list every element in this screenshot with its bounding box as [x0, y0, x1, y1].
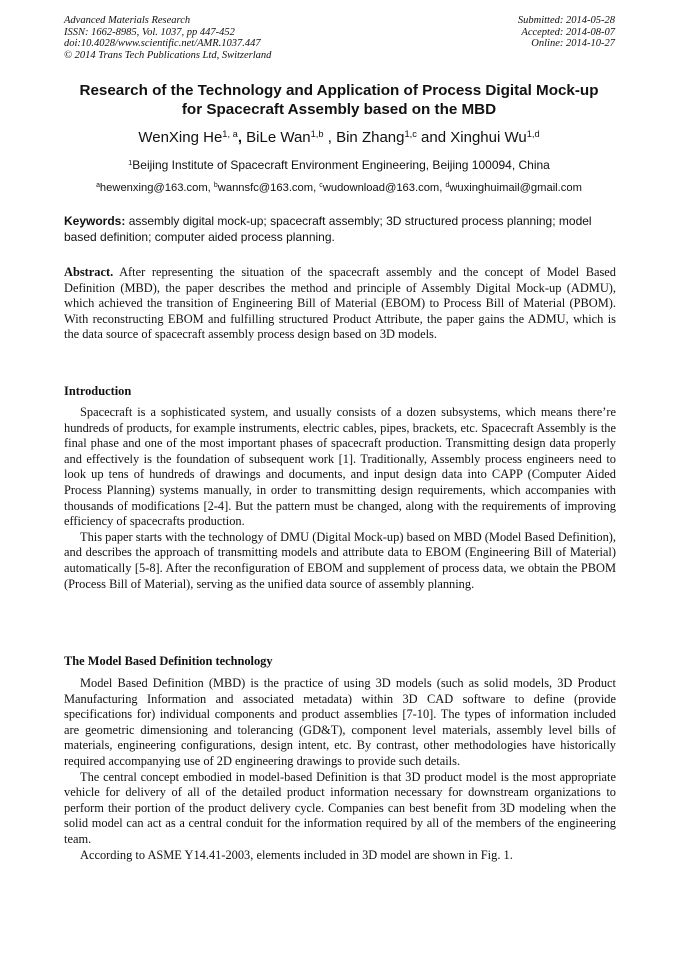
author-name: WenXing He	[138, 129, 223, 146]
journal-name: Advanced Materials Research	[64, 15, 191, 26]
paragraph: Spacecraft is a sophisticated system, and usually consists of a dozen subsystems, which means there’re hundreds of products, for example instruments, electric cables, pipes, brackets, etc. Spacecraft Assembly is the final phase and one of the most important phases of spacecraft production. Transmitting design data properly and effectively is the foundation of subsequent work [1]. Traditionally, Assembly process engineers need to look up tens of hundreds of drawings and documents, and input design data into CAPP (Computer Aided Process Planning) systems manually, in order to transmitting design requirements, which accompanies with thousands of modifications [2-4]. But the pattern must be changed, along with the requirements of improving efficiency of spacecrafts production.	[64, 405, 616, 529]
online-date: Online: 2014-10-27	[531, 38, 615, 50]
author-affil-mark: 1,d	[526, 128, 540, 139]
email-mark: b	[213, 182, 218, 190]
author-affil-mark: 1, a	[222, 128, 238, 139]
email-address: wannsfc@163.com,	[217, 182, 317, 194]
email-address: wuxinghuimail@gmail.com	[449, 182, 582, 194]
email-address: wudownload@163.com,	[322, 182, 443, 194]
affiliation	[40, 158, 638, 173]
paragraph: According to ASME Y14.41-2003, elements included in 3D model are shown in Fig. 1.	[80, 847, 513, 862]
affiliation-text: Beijing Institute of Spacecraft Environment Engineering, Beijing 100094, China	[132, 158, 550, 172]
paragraph: This paper starts with the technology of DMU (Digital Mock-up) based on MBD (Model Based Definition), and describes the approach of transmitting models and attribute data to EBOM (Engineering Bill of Material) automatically [5-8]. After the reconfiguration of EBOM and supplement of process data, we obtain the PBOM (Process Bill of Material), serving as the unified data source of assembly planning.	[64, 529, 616, 591]
author-separator: ,	[237, 129, 242, 146]
author-name: BiLe Wan	[246, 129, 311, 146]
journal-issn: ISSN: 1662-8985, Vol. 1037, pp 447-452	[64, 26, 235, 38]
abstract-text: After representing the situation of the spacecraft assembly and the concept of Model Based Definition (MBD), the paper describes the method and principle of Assembly Digital Mock-up (ADMU), which achieved the transition of Engineering Bill of Material (EBOM) to Process Bill of Material (PBOM). With reconstructing EBOM and fulfilling structured Product Attribute, the paper gains the ADMU, which is the data source of spacecraft assembly process design based on 3D models.	[64, 265, 616, 342]
submission-dates	[518, 15, 615, 50]
affiliation-mark: 1	[128, 157, 133, 167]
email-address: hewenxing@163.com,	[99, 182, 211, 194]
author-name: Bin Zhang	[336, 129, 405, 146]
author-list	[40, 129, 638, 147]
section-mbd	[64, 676, 616, 863]
email-mark: c	[319, 182, 323, 190]
keywords-label: Keywords:	[64, 214, 126, 228]
author-affil-mark: 1,c	[404, 128, 417, 139]
section-heading-introduction: Introduction	[64, 384, 132, 398]
author-name: Xinghui Wu	[450, 129, 527, 146]
keywords	[64, 214, 616, 245]
abstract-label: Abstract.	[64, 265, 114, 279]
email-mark: a	[96, 182, 100, 190]
keywords-text: assembly digital mock-up; spacecraft assembly; 3D structured process planning; model based definition; computer aided process planning.	[64, 214, 592, 244]
abstract	[64, 265, 616, 343]
paragraph: The central concept embodied in model-based Definition is that 3D product model is the most appropriate vehicle for delivery of all of the detailed product information necessary for downstream organizations to perform their portion of the product delivery cycle. Companies can best benefit from 3D modeling when the solid model can act as a central conduit for the information required by all of the members of the engineering team.	[64, 769, 616, 846]
paper-title	[40, 81, 638, 119]
title-line-2: for Spacecraft Assembly based on the MBD	[181, 101, 497, 118]
title-line-1: Research of the Technology and Application of Process Digital Mock-up	[79, 82, 599, 99]
author-separator: ,	[323, 129, 332, 146]
author-emails	[40, 181, 638, 195]
journal-doi: doi:10.4028/www.scientific.net/AMR.1037.447	[64, 38, 261, 50]
journal-info	[64, 15, 271, 61]
author-separator: and	[416, 129, 447, 146]
submitted-date: Submitted: 2014-05-28	[517, 15, 615, 26]
paragraph: Model Based Definition (MBD) is the practice of using 3D models (such as solid models, 3D Product Manufacturing Information and associated metadata) within 3D CAD software to define (provide specifications for) individual components and product assemblies [7-10]. The types of information included are geometric dimensioning and tolerancing (GD&T), component level materials, assembly level bills of materials, engineering configurations, design intent, etc. By contrast, other methodologies have historically required accompanying use of 2D engineering drawings to provide such details.	[64, 676, 616, 768]
email-mark: d	[445, 182, 450, 190]
section-heading-mbd: The Model Based Definition technology	[64, 654, 273, 668]
journal-copyright: © 2014 Trans Tech Publications Ltd, Switzerland	[64, 49, 272, 61]
section-introduction	[64, 405, 616, 592]
accepted-date: Accepted: 2014-08-07	[521, 26, 615, 38]
author-affil-mark: 1,b	[310, 128, 324, 139]
